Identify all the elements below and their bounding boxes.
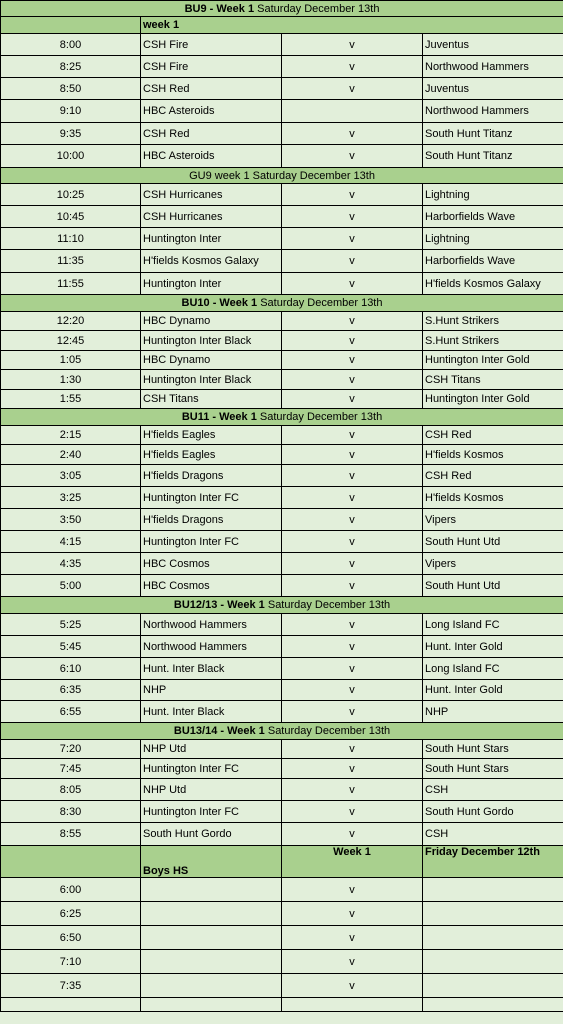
- section-title-date: Saturday December 13th: [264, 725, 391, 737]
- game-time: 8:50: [1, 78, 141, 100]
- subheader-blank: [1, 17, 141, 34]
- game-row: [1, 779, 563, 801]
- section-title-date: Saturday December 13th: [257, 297, 383, 309]
- game-row: [1, 902, 563, 926]
- game-time: 2:40: [1, 445, 141, 465]
- home-team: NHP Utd: [141, 779, 282, 801]
- away-team: Hunt. Inter Gold: [423, 636, 563, 658]
- home-team: Northwood Hammers: [141, 614, 282, 636]
- game-row: [1, 331, 563, 351]
- versus-marker: v: [282, 206, 423, 228]
- home-team: HBC Asteroids: [141, 145, 282, 168]
- game-time: 1:55: [1, 390, 141, 409]
- game-time: 5:00: [1, 575, 141, 597]
- home-team: H'fields Dragons: [141, 509, 282, 531]
- game-row: [1, 740, 563, 759]
- section-title: [1, 597, 563, 614]
- versus-marker: v: [282, 553, 423, 575]
- game-time: 9:10: [1, 100, 141, 123]
- section-header-bu11: [1, 409, 563, 426]
- game-row: [1, 206, 563, 228]
- game-time: 10:25: [1, 184, 141, 206]
- versus-marker: v: [282, 926, 423, 950]
- versus-marker: v: [282, 250, 423, 273]
- game-row: [1, 974, 563, 998]
- section-title-division: BU12/13 - Week 1: [173, 599, 265, 611]
- versus-marker: v: [282, 575, 423, 597]
- game-time: 6:10: [1, 658, 141, 680]
- versus-marker: v: [282, 878, 423, 902]
- home-team: NHP Utd: [141, 740, 282, 759]
- versus-marker: v: [282, 445, 423, 465]
- game-time: 2:15: [1, 426, 141, 445]
- game-row: [1, 351, 563, 370]
- game-time: 10:00: [1, 145, 141, 168]
- away-team: NHP: [423, 701, 563, 723]
- section-title: [1, 409, 563, 426]
- home-team: CSH Hurricanes: [141, 184, 282, 206]
- away-team: Long Island FC: [423, 614, 563, 636]
- hs-division-label: Boys HS: [141, 846, 282, 878]
- away-team: South Hunt Utd: [423, 531, 563, 553]
- game-time: 9:35: [1, 123, 141, 145]
- home-team: CSH Titans: [141, 390, 282, 409]
- game-time: 11:35: [1, 250, 141, 273]
- subheader-label: week 1: [141, 17, 563, 34]
- home-team: Huntington Inter FC: [141, 487, 282, 509]
- game-row: [1, 998, 563, 1012]
- section-title-date: Saturday December 13th: [256, 411, 383, 423]
- versus-marker: v: [282, 78, 423, 100]
- home-team: CSH Hurricanes: [141, 206, 282, 228]
- game-time: 7:35: [1, 974, 141, 998]
- section-header-gu9: [1, 168, 563, 184]
- home-team: [141, 974, 282, 998]
- section-header-bu1314: [1, 723, 563, 740]
- home-team: South Hunt Gordo: [141, 823, 282, 846]
- section-title: [1, 1, 563, 17]
- versus-marker: v: [282, 312, 423, 331]
- versus-marker: v: [282, 184, 423, 206]
- game-time: 6:25: [1, 902, 141, 926]
- home-team: HBC Dynamo: [141, 312, 282, 331]
- home-team: Huntington Inter Black: [141, 370, 282, 390]
- away-team: South Hunt Titanz: [423, 123, 563, 145]
- home-team: H'fields Eagles: [141, 426, 282, 445]
- game-time: 8:00: [1, 34, 141, 56]
- versus-marker: [282, 998, 423, 1012]
- game-time: [1, 998, 141, 1012]
- game-row: [1, 950, 563, 974]
- section-subheader: [1, 17, 563, 34]
- away-team: Vipers: [423, 509, 563, 531]
- game-row: [1, 445, 563, 465]
- game-time: 11:55: [1, 273, 141, 295]
- versus-marker: v: [282, 56, 423, 78]
- section-title-date: GU9 week 1 Saturday December 13th: [189, 169, 375, 182]
- game-row: [1, 426, 563, 445]
- away-team: [423, 998, 563, 1012]
- game-row: [1, 575, 563, 597]
- away-team: CSH Red: [423, 465, 563, 487]
- section-title: [1, 168, 563, 184]
- game-row: [1, 34, 563, 56]
- away-team: CSH: [423, 823, 563, 846]
- away-team: Vipers: [423, 553, 563, 575]
- away-team: [423, 950, 563, 974]
- game-time: 6:00: [1, 878, 141, 902]
- home-team: [141, 926, 282, 950]
- home-team: CSH Red: [141, 123, 282, 145]
- game-row: [1, 701, 563, 723]
- home-team: H'fields Eagles: [141, 445, 282, 465]
- versus-marker: v: [282, 351, 423, 370]
- game-row: [1, 145, 563, 168]
- away-team: South Hunt Stars: [423, 759, 563, 779]
- away-team: [423, 902, 563, 926]
- away-team: Northwood Hammers: [423, 100, 563, 123]
- game-row: [1, 878, 563, 902]
- game-row: [1, 370, 563, 390]
- home-team: [141, 878, 282, 902]
- game-row: [1, 184, 563, 206]
- section-title-date: Saturday December 13th: [264, 599, 391, 611]
- game-time: 5:45: [1, 636, 141, 658]
- home-team: HBC Dynamo: [141, 351, 282, 370]
- game-time: 1:30: [1, 370, 141, 390]
- game-row: [1, 273, 563, 295]
- away-team: Harborfields Wave: [423, 250, 563, 273]
- game-time: 8:30: [1, 801, 141, 823]
- game-row: [1, 636, 563, 658]
- away-team: [423, 878, 563, 902]
- home-team: CSH Red: [141, 78, 282, 100]
- versus-marker: v: [282, 974, 423, 998]
- versus-marker: v: [282, 779, 423, 801]
- away-team: S.Hunt Strikers: [423, 312, 563, 331]
- away-team: [423, 926, 563, 950]
- versus-marker: v: [282, 426, 423, 445]
- section-header-bu1213: [1, 597, 563, 614]
- game-time: 5:25: [1, 614, 141, 636]
- game-row: [1, 390, 563, 409]
- game-time: 8:05: [1, 779, 141, 801]
- game-time: 8:25: [1, 56, 141, 78]
- home-team: Huntington Inter Black: [141, 331, 282, 351]
- hs-week-label: Week 1: [282, 846, 423, 878]
- away-team: Lightning: [423, 228, 563, 250]
- away-team: H'fields Kosmos: [423, 445, 563, 465]
- section-title-division: BU11 - Week 1: [181, 411, 257, 423]
- section-title: [1, 723, 563, 740]
- game-row: [1, 123, 563, 145]
- game-row: [1, 759, 563, 779]
- game-row: [1, 78, 563, 100]
- home-team: [141, 998, 282, 1012]
- game-time: 6:35: [1, 680, 141, 701]
- versus-marker: v: [282, 145, 423, 168]
- away-team: Harborfields Wave: [423, 206, 563, 228]
- versus-marker: [282, 100, 423, 123]
- game-time: 4:35: [1, 553, 141, 575]
- versus-marker: v: [282, 902, 423, 926]
- game-row: [1, 801, 563, 823]
- game-time: 6:50: [1, 926, 141, 950]
- away-team: [423, 974, 563, 998]
- away-team: CSH: [423, 779, 563, 801]
- game-row: [1, 312, 563, 331]
- game-time: 3:50: [1, 509, 141, 531]
- home-team: HBC Cosmos: [141, 575, 282, 597]
- versus-marker: v: [282, 487, 423, 509]
- away-team: Juventus: [423, 34, 563, 56]
- versus-marker: v: [282, 509, 423, 531]
- home-team: Huntington Inter: [141, 228, 282, 250]
- section-header-boys-hs: [1, 846, 563, 878]
- home-team: HBC Cosmos: [141, 553, 282, 575]
- section-header-bu9: [1, 1, 563, 17]
- away-team: S.Hunt Strikers: [423, 331, 563, 351]
- home-team: CSH Fire: [141, 56, 282, 78]
- versus-marker: v: [282, 465, 423, 487]
- game-row: [1, 487, 563, 509]
- versus-marker: v: [282, 740, 423, 759]
- game-row: [1, 680, 563, 701]
- home-team: Hunt. Inter Black: [141, 701, 282, 723]
- game-time: 6:55: [1, 701, 141, 723]
- versus-marker: v: [282, 823, 423, 846]
- home-team: [141, 902, 282, 926]
- game-time: 12:20: [1, 312, 141, 331]
- away-team: CSH Red: [423, 426, 563, 445]
- home-team: H'fields Kosmos Galaxy: [141, 250, 282, 273]
- versus-marker: v: [282, 273, 423, 295]
- away-team: South Hunt Titanz: [423, 145, 563, 168]
- versus-marker: v: [282, 950, 423, 974]
- versus-marker: v: [282, 680, 423, 701]
- home-team: [141, 950, 282, 974]
- section-title: [1, 295, 563, 312]
- hs-date-label: Friday December 12th: [423, 846, 563, 878]
- away-team: Northwood Hammers: [423, 56, 563, 78]
- versus-marker: v: [282, 759, 423, 779]
- home-team: Huntington Inter FC: [141, 759, 282, 779]
- versus-marker: v: [282, 390, 423, 409]
- game-row: [1, 465, 563, 487]
- versus-marker: v: [282, 614, 423, 636]
- game-time: 10:45: [1, 206, 141, 228]
- home-team: Huntington Inter FC: [141, 531, 282, 553]
- game-row: [1, 250, 563, 273]
- versus-marker: v: [282, 531, 423, 553]
- versus-marker: v: [282, 331, 423, 351]
- game-row: [1, 926, 563, 950]
- home-team: H'fields Dragons: [141, 465, 282, 487]
- game-time: 7:10: [1, 950, 141, 974]
- section-title-division: BU13/14 - Week 1: [173, 725, 265, 737]
- section-header-bu10: [1, 295, 563, 312]
- game-row: [1, 614, 563, 636]
- versus-marker: v: [282, 636, 423, 658]
- away-team: South Hunt Utd: [423, 575, 563, 597]
- versus-marker: v: [282, 34, 423, 56]
- game-time: 3:25: [1, 487, 141, 509]
- away-team: South Hunt Gordo: [423, 801, 563, 823]
- game-row: [1, 823, 563, 846]
- away-team: South Hunt Stars: [423, 740, 563, 759]
- versus-marker: v: [282, 801, 423, 823]
- home-team: Huntington Inter FC: [141, 801, 282, 823]
- section-title-division: BU9 - Week 1: [184, 2, 255, 15]
- versus-marker: v: [282, 658, 423, 680]
- away-team: Hunt. Inter Gold: [423, 680, 563, 701]
- home-team: Northwood Hammers: [141, 636, 282, 658]
- game-row: [1, 228, 563, 250]
- game-time: 4:15: [1, 531, 141, 553]
- home-team: Hunt. Inter Black: [141, 658, 282, 680]
- game-row: [1, 658, 563, 680]
- away-team: H'fields Kosmos: [423, 487, 563, 509]
- versus-marker: v: [282, 701, 423, 723]
- game-time: 11:10: [1, 228, 141, 250]
- home-team: Huntington Inter: [141, 273, 282, 295]
- home-team: CSH Fire: [141, 34, 282, 56]
- home-team: NHP: [141, 680, 282, 701]
- versus-marker: v: [282, 123, 423, 145]
- away-team: H'fields Kosmos Galaxy: [423, 273, 563, 295]
- section-title-date: Saturday December 13th: [254, 2, 380, 15]
- game-row: [1, 531, 563, 553]
- game-time: 12:45: [1, 331, 141, 351]
- away-team: CSH Titans: [423, 370, 563, 390]
- game-time: 3:05: [1, 465, 141, 487]
- game-time: 1:05: [1, 351, 141, 370]
- game-time: 7:20: [1, 740, 141, 759]
- hs-blank: [1, 846, 141, 878]
- away-team: Huntington Inter Gold: [423, 351, 563, 370]
- game-time: 8:55: [1, 823, 141, 846]
- away-team: Long Island FC: [423, 658, 563, 680]
- game-row: [1, 553, 563, 575]
- home-team: HBC Asteroids: [141, 100, 282, 123]
- section-title-division: BU10 - Week 1: [181, 297, 258, 309]
- game-time: 7:45: [1, 759, 141, 779]
- game-row: [1, 509, 563, 531]
- game-row: [1, 56, 563, 78]
- away-team: Lightning: [423, 184, 563, 206]
- versus-marker: v: [282, 370, 423, 390]
- game-row: [1, 100, 563, 123]
- away-team: Huntington Inter Gold: [423, 390, 563, 409]
- away-team: Juventus: [423, 78, 563, 100]
- versus-marker: v: [282, 228, 423, 250]
